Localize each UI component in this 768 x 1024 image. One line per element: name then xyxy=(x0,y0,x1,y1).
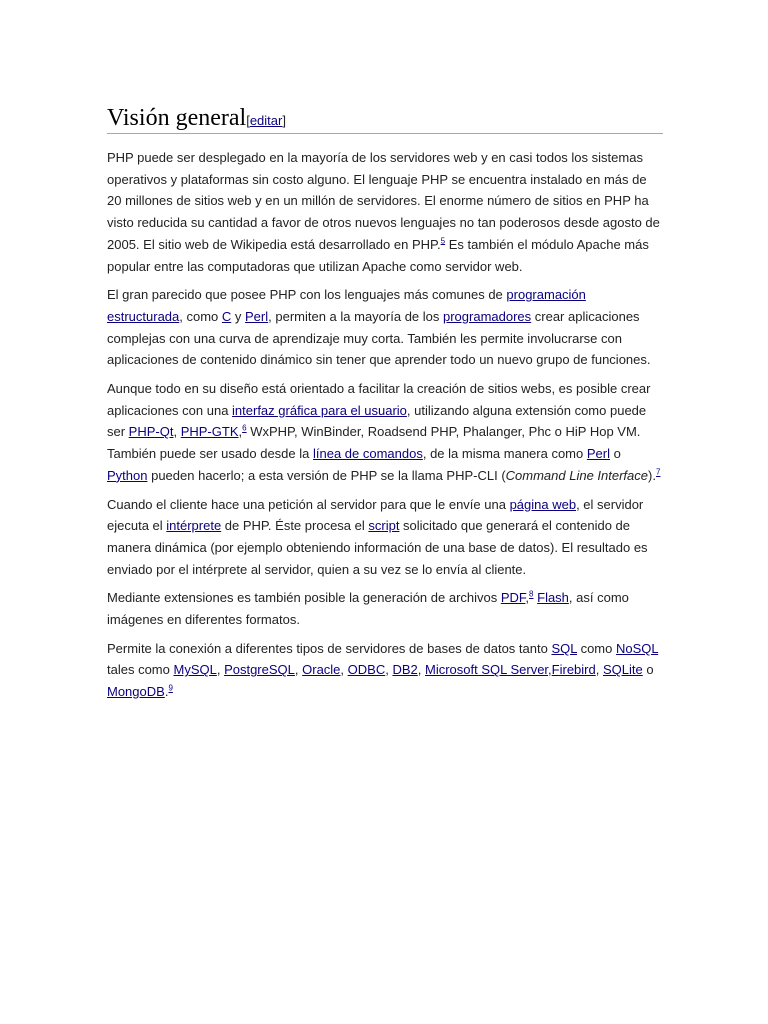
paragraph xyxy=(107,378,663,487)
body-text: , xyxy=(216,662,225,678)
article-link[interactable]: PostgreSQL xyxy=(224,662,295,678)
article-link[interactable]: C xyxy=(221,308,232,324)
body-text: , xyxy=(417,662,425,678)
section-title: Visión general xyxy=(107,105,247,131)
body-text: , utilizando alguna extensión como puede ser xyxy=(107,402,647,440)
reference-link[interactable]: 6 xyxy=(242,424,247,434)
edit-section xyxy=(246,113,286,129)
body-text: . xyxy=(164,684,169,700)
article-link[interactable]: Oracle xyxy=(302,662,341,678)
body-text: , xyxy=(173,424,181,440)
article-section xyxy=(107,104,663,710)
body-text: , permiten a la mayoría de los xyxy=(268,308,443,324)
paragraph xyxy=(107,638,663,703)
body-text: o xyxy=(609,446,621,462)
body-text: , como xyxy=(179,308,222,324)
paragraph xyxy=(107,147,663,277)
article-link[interactable]: PHP-Qt xyxy=(128,424,174,440)
reference-sup xyxy=(656,468,660,477)
body-text: solicitado que generará el contenido de manera dinámica (por ejemplo obteniendo información de una base de datos). El resultado es enviado por el intérprete al servidor, quien a su vez se lo envía al cliente. xyxy=(107,518,648,577)
article-link[interactable]: Microsoft SQL Server xyxy=(424,662,549,678)
body-text: tales como xyxy=(107,662,174,678)
body-text: Cuando el cliente hace una petición al servidor para que le envíe una xyxy=(107,496,510,512)
article-link[interactable]: interfaz gráfica para el usuario xyxy=(232,402,407,418)
emphasis-text: Command Line Interface xyxy=(505,467,649,483)
body-text: ). xyxy=(648,467,656,483)
article-link[interactable]: DB2 xyxy=(392,662,418,678)
section-heading xyxy=(107,104,663,134)
article-link[interactable]: intérprete xyxy=(166,518,222,534)
body-text: pueden hacerlo; a esta versión de PHP se la llama PHP-CLI ( xyxy=(147,467,506,483)
body-text: crear aplicaciones complejas con una curva de aprendizaje muy corta. También les permite involucrarse con aplicaciones de contenido dinámico sin tener que aprender todo un nuevo grupo de funciones. xyxy=(107,308,651,368)
reference-link[interactable]: 9 xyxy=(168,683,173,693)
article-link[interactable]: NoSQL xyxy=(615,640,659,656)
article-link[interactable]: programadores xyxy=(443,308,532,324)
article-link[interactable]: script xyxy=(368,518,400,534)
reference-sup xyxy=(529,590,533,599)
paragraph xyxy=(107,494,663,581)
body-text: como xyxy=(576,640,616,656)
paragraph xyxy=(107,284,663,371)
body-text: o xyxy=(642,662,654,678)
body-text: de PHP. Éste procesa el xyxy=(221,518,369,534)
article-link[interactable]: MySQL xyxy=(173,662,217,678)
article-link[interactable]: PHP-GTK xyxy=(180,424,239,440)
article-link[interactable]: PDF xyxy=(500,590,526,606)
body-text: , el servidor ejecuta el xyxy=(107,496,644,534)
edit-bracket-open: [ xyxy=(246,113,250,128)
article-link[interactable]: Perl xyxy=(245,308,269,324)
article-link[interactable]: Python xyxy=(107,467,148,483)
body-text: , xyxy=(238,424,243,440)
body-text: Aunque todo en su diseño está orientado a facilitar la creación de sitios webs, es posible crear aplicaciones con una xyxy=(107,381,651,418)
body-text: , así como imágenes en diferentes formatos. xyxy=(107,590,629,628)
body-text: , de la misma manera como xyxy=(422,446,587,462)
article-link[interactable]: SQL xyxy=(551,640,577,656)
body-text: Permite la conexión a diferentes tipos de servidores de bases de datos tanto xyxy=(107,640,552,656)
body-text: Mediante extensiones es también posible la generación de archivos xyxy=(107,590,501,606)
body-text: , xyxy=(595,662,603,678)
body-text: Es también el módulo Apache más popular entre las computadoras que utilizan Apache como servidor web. xyxy=(107,236,649,274)
section-body xyxy=(107,147,663,703)
article-link[interactable]: línea de comandos xyxy=(312,446,423,462)
body-text: , xyxy=(525,590,530,606)
article-link[interactable]: programación estructurada xyxy=(107,287,586,324)
paragraph xyxy=(107,587,663,630)
article-link[interactable]: MongoDB xyxy=(107,684,165,700)
article-link[interactable]: Flash xyxy=(537,590,569,606)
body-text: , xyxy=(385,662,393,678)
edit-bracket-close: ] xyxy=(282,113,286,128)
article-link[interactable]: página web xyxy=(509,496,577,512)
body-text: PHP puede ser desplegado en la mayoría de los servidores web y en casi todos los sistemas operativos y plataformas sin costo alguno. El lenguaje PHP se encuentra instalado en más de 20 millones de sitios web y en un millón de servidores. El enorme número de sitios en PHP ha visto reducida su cantidad a favor de otros nuevos lenguajes no tan poderosos desde agosto de 2005. El sitio web de Wikipedia está desarrollado en PHP. xyxy=(107,150,660,252)
reference-link[interactable]: 5 xyxy=(440,236,446,246)
body-text: y xyxy=(231,308,246,324)
reference-link[interactable]: 7 xyxy=(655,467,661,477)
article-link[interactable]: ODBC xyxy=(347,662,386,678)
article-link[interactable]: Firebird xyxy=(551,662,596,678)
article-link[interactable]: SQLite xyxy=(602,662,643,678)
body-text: , xyxy=(340,662,348,678)
body-text: WxPHP, WinBinder, Roadsend PHP, Phalanger, Phc o HiP Hop VM. También puede ser usado desde la xyxy=(107,424,641,462)
edit-link[interactable]: editar xyxy=(249,113,283,128)
reference-link[interactable]: 8 xyxy=(529,590,534,600)
body-text: , xyxy=(294,662,303,678)
body-text: , xyxy=(548,662,552,678)
article-link[interactable]: Perl xyxy=(586,446,610,462)
body-text: El gran parecido que posee PHP con los lenguajes más comunes de xyxy=(107,287,507,303)
reference-sup xyxy=(168,684,172,693)
